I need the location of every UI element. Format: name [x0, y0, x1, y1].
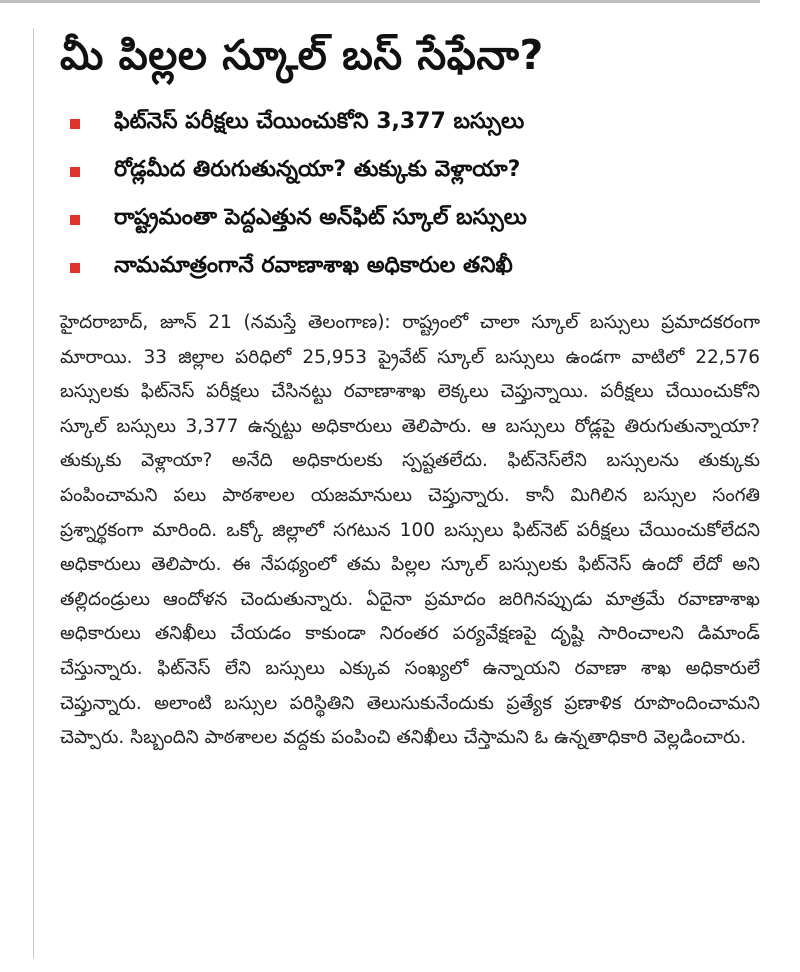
- subhead-text: ఫిట్‌నెస్ పరీక్షలు చేయించుకోని 3,377 బస్సులు: [114, 109, 525, 134]
- article-body: హైదరాబాద్, జూన్ 21 (నమస్తే తెలంగాణ): రాష్ట్రంలో చాలా స్కూల్ బస్సులు ప్రమాదకరంగా మారాయి. 33 జిల్లాల పరిధిలో 25,953 ప్రైవేట్ స్కూల్ బస్సులు ఉండగా వాటిలో 22,576 బస్సులకు ఫిట్‌నెస్ పరీక్షలు చేసినట్టు రవాణాశాఖ లెక్కలు చెప్తున్నాయి. పరీక్షలు చేయించుకోని స్కూల్ బస్సులు 3,377 ఉన్నట్టు అధికారులు తెలిపారు. ఆ బస్సులు రోడ్లపై తిరుగుతున్నాయా? తుక్కుకు వెళ్లాయా? అనేది అధికారులకు స్పష్టతలేదు. ఫిట్‌నెస్‌లేని బస్సులను తుక్కుకు పంపించామని పలు పాఠశాలల యజమానులు చెప్తున్నారు. కానీ మిగిలిన బస్సుల సంగతి ప్రశ్నార్థకంగా మారింది. ఒక్కో జిల్లాలో సగటున 100 బస్సులు ఫిట్‌నెట్ పరీక్షలు చేయించుకోలేదని అధికారులు తెలిపారు. ఈ నేపథ్యంలో తమ పిల్లల స్కూల్ బస్సులకు ఫిట్‌నెస్ ఉందో లేదో అని తల్లిదండ్రులు ఆందోళన చెందుతున్నారు. ఏదైనా ప్రమాదం జరిగినప్పుడు మాత్రమే రవాణాశాఖ అధికారులు తనిఖీలు చేయడం కాకుండా నిరంతర పర్యవేక్షణపై దృష్టి సారించాలని డిమాండ్ చేస్తున్నారు. ఫిట్‌నెస్ లేని బస్సులు ఎక్కువ సంఖ్యలో ఉన్నాయని రవాణా శాఖ అధికారులే చెప్తున్నారు. అలాంటి బస్సుల పరిస్థితిని తెలుసుకునేందుకు ప్రత్యేక ప్రణాళిక రూపొందించామని చెప్పారు. సిబ్బందిని పాఠశాలల వద్దకు పంపించి తనిఖీలు చేస్తామని ఓ ఉన్నతాధికారి వెల్లడించారు.: [60, 312, 760, 749]
- subhead-list: [60, 100, 760, 292]
- subhead-item: [60, 148, 760, 196]
- subhead-text: నామమాత్రంగానే రవాణాశాఖ అధికారుల తనిఖీ: [114, 253, 513, 278]
- headline: మీ పిల్లల స్కూల్ బస్ సేఫేనా?: [60, 31, 544, 79]
- square-bullet-icon: [70, 119, 80, 129]
- subhead-item: [60, 244, 760, 292]
- subhead-item: [60, 100, 760, 148]
- subhead-text: రోడ్లమీద తిరుగుతున్నయా? తుక్కుకు వెళ్లాయా?: [114, 157, 521, 182]
- subhead-text: రాష్ట్రమంతా పెద్దఎత్తున అన్‌ఫిట్ స్కూల్ బస్సులు: [114, 205, 527, 230]
- square-bullet-icon: [70, 215, 80, 225]
- top-divider: [0, 0, 760, 3]
- square-bullet-icon: [70, 167, 80, 177]
- column-divider: [33, 28, 34, 958]
- square-bullet-icon: [70, 263, 80, 273]
- subhead-item: [60, 196, 760, 244]
- news-article: [60, 22, 760, 756]
